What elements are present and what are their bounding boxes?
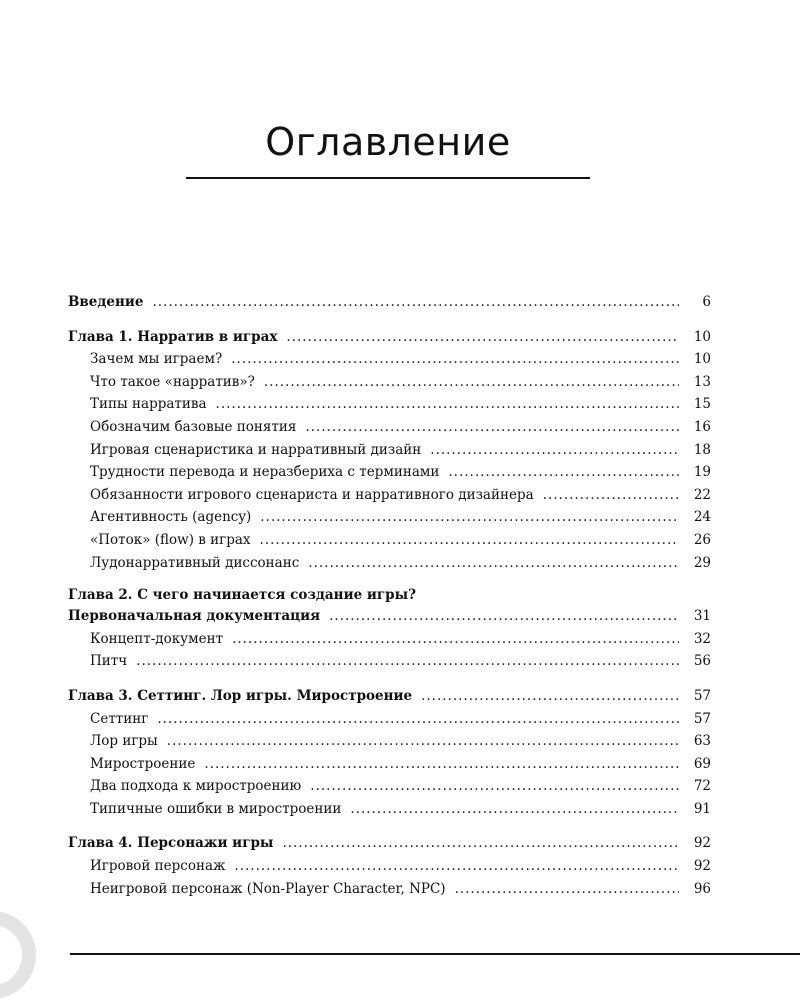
dot-leader bbox=[310, 775, 679, 798]
toc-page-number: 29 bbox=[693, 554, 711, 571]
dot-leader bbox=[308, 552, 679, 575]
toc-entry-label: Трудности перевода и неразбериха с терминами bbox=[90, 464, 440, 481]
toc-entry-label: Что такое «нарратив»? bbox=[90, 373, 255, 390]
toc-page-number: 72 bbox=[693, 778, 711, 795]
toc-page-number: 19 bbox=[693, 464, 711, 481]
toc-entry-label: Лудонарративный диссонанс bbox=[90, 554, 300, 571]
dot-leader bbox=[231, 348, 679, 371]
toc-page-number: 69 bbox=[693, 755, 711, 772]
dot-leader bbox=[286, 326, 679, 349]
toc-entry-label: Концепт-документ bbox=[90, 630, 224, 647]
toc-page-number: 63 bbox=[693, 733, 711, 750]
toc-section[interactable] bbox=[68, 730, 711, 753]
toc-section[interactable] bbox=[68, 775, 711, 798]
dot-leader bbox=[216, 393, 679, 416]
toc-section[interactable] bbox=[68, 439, 711, 462]
dot-leader bbox=[305, 416, 679, 439]
toc-page-number: 13 bbox=[693, 373, 711, 390]
toc-entry-label: Два подхода к миростроению bbox=[90, 778, 302, 795]
toc-section[interactable] bbox=[68, 552, 711, 575]
footer-rule bbox=[70, 953, 800, 955]
toc-section[interactable] bbox=[68, 416, 711, 439]
toc-section[interactable] bbox=[68, 371, 711, 394]
toc-entry-intro[interactable] bbox=[68, 291, 711, 314]
toc-entry-label: Глава 1. Нарратив в играх bbox=[68, 328, 278, 345]
toc-entry-label: Миростроение bbox=[90, 755, 196, 772]
toc-chapter-3[interactable] bbox=[68, 685, 711, 708]
corner-ring-decoration bbox=[0, 911, 36, 999]
toc-section[interactable] bbox=[68, 650, 711, 673]
toc-page-number: 92 bbox=[693, 835, 711, 852]
toc-entry-label: Питч bbox=[90, 653, 128, 670]
toc-page-number: 26 bbox=[693, 531, 711, 548]
toc-entry-label: Обязанности игрового сценариста и нарративного дизайнера bbox=[90, 486, 534, 503]
toc-page-number: 24 bbox=[693, 509, 711, 526]
toc-page-number: 10 bbox=[693, 328, 711, 345]
toc-section[interactable] bbox=[68, 798, 711, 821]
dot-leader bbox=[543, 484, 679, 507]
toc-section[interactable] bbox=[68, 348, 711, 371]
toc-entry-label: Сеттинг bbox=[90, 710, 149, 727]
dot-leader bbox=[329, 605, 679, 628]
toc-entry-label: Глава 4. Персонажи игры bbox=[68, 835, 274, 852]
toc-page-number: 15 bbox=[693, 396, 711, 413]
page-title: Оглавление bbox=[265, 120, 511, 164]
toc-entry-label: Типы нарратива bbox=[90, 396, 207, 413]
toc-entry-label: Неигровой персонаж (Non-Player Character, NPC) bbox=[90, 880, 446, 897]
dot-leader bbox=[167, 730, 679, 753]
toc-page-number: 92 bbox=[693, 858, 711, 875]
toc-section[interactable] bbox=[68, 461, 711, 484]
toc-section[interactable] bbox=[68, 855, 711, 878]
toc-page-number: 57 bbox=[693, 710, 711, 727]
table-of-contents bbox=[68, 291, 711, 900]
toc-page-number: 18 bbox=[693, 441, 711, 458]
toc-page-number: 32 bbox=[693, 630, 711, 647]
dot-leader bbox=[350, 798, 679, 821]
dot-leader bbox=[448, 461, 679, 484]
toc-entry-label: Игровой персонаж bbox=[90, 858, 226, 875]
toc-page-number: 56 bbox=[693, 653, 711, 670]
dot-leader bbox=[232, 628, 679, 651]
dot-leader bbox=[430, 439, 679, 462]
dot-leader bbox=[152, 291, 679, 314]
dot-leader bbox=[234, 855, 679, 878]
toc-entry-label: Обозначим базовые понятия bbox=[90, 418, 297, 435]
dot-leader bbox=[421, 685, 679, 708]
toc-entry-label: Лор игры bbox=[90, 733, 158, 750]
toc-section[interactable] bbox=[68, 393, 711, 416]
toc-entry-label: Первоначальная документация bbox=[68, 608, 321, 625]
toc-chapter-4[interactable] bbox=[68, 832, 711, 855]
toc-chapter-1[interactable] bbox=[68, 326, 711, 349]
toc-page-number: 10 bbox=[693, 351, 711, 368]
toc-chapter-2[interactable] bbox=[68, 605, 711, 628]
toc-page-number: 22 bbox=[693, 486, 711, 503]
toc-entry-label: Глава 3. Сеттинг. Лор игры. Миростроение bbox=[68, 687, 413, 704]
toc-page-number: 6 bbox=[702, 294, 711, 310]
toc-section[interactable] bbox=[68, 529, 711, 552]
dot-leader bbox=[455, 878, 679, 901]
toc-section[interactable] bbox=[68, 878, 711, 901]
toc-entry-label: Зачем мы играем? bbox=[90, 351, 223, 368]
toc-entry-label: Агентивность (agency) bbox=[90, 509, 252, 526]
dot-leader bbox=[264, 371, 679, 394]
toc-section[interactable] bbox=[68, 753, 711, 776]
toc-page-number: 91 bbox=[693, 800, 711, 817]
toc-entry-label: Игровая сценаристика и нарративный дизайн bbox=[90, 441, 422, 458]
toc-section[interactable] bbox=[68, 506, 711, 529]
toc-section[interactable] bbox=[68, 628, 711, 651]
toc-page-number: 31 bbox=[693, 608, 711, 625]
dot-leader bbox=[260, 529, 679, 552]
toc-section[interactable] bbox=[68, 484, 711, 507]
toc-section[interactable] bbox=[68, 708, 711, 731]
dot-leader bbox=[204, 753, 679, 776]
toc-chapter-2-heading[interactable]: Глава 2. С чего начинается создание игры? bbox=[68, 587, 417, 604]
dot-leader bbox=[157, 708, 679, 731]
dot-leader bbox=[260, 506, 679, 529]
toc-entry-label: Типичные ошибки в миростроении bbox=[90, 800, 342, 817]
toc-page-number: 57 bbox=[693, 687, 711, 704]
toc-page-number: 96 bbox=[693, 880, 711, 897]
dot-leader bbox=[282, 832, 679, 855]
title-underline bbox=[186, 177, 590, 179]
toc-entry-label: «Поток» (flow) в играх bbox=[90, 531, 251, 548]
toc-page-number: 16 bbox=[693, 418, 711, 435]
dot-leader bbox=[136, 650, 679, 673]
toc-entry-label: Введение bbox=[68, 294, 144, 310]
